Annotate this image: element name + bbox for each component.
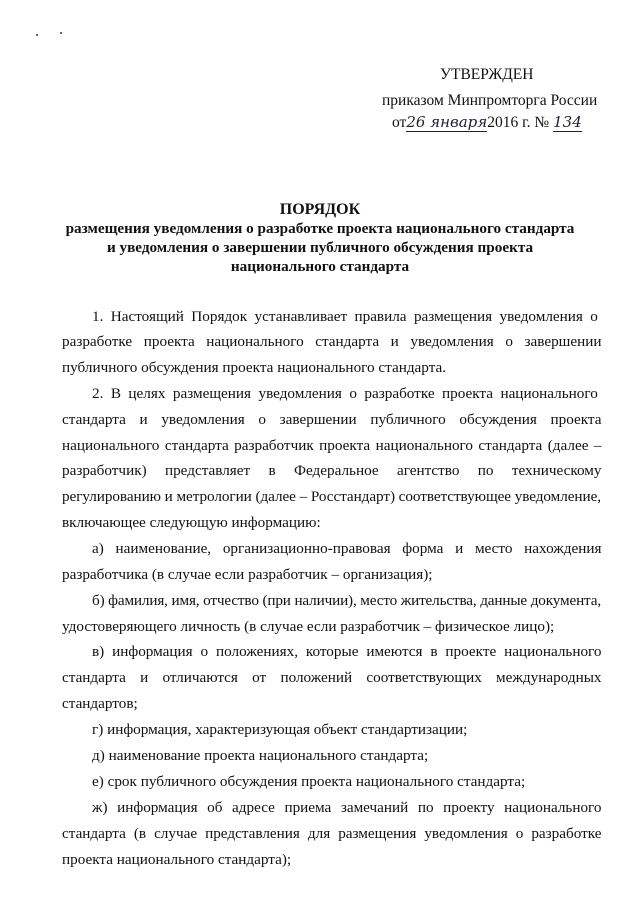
line-text: стандарта и отличаются от положений соответствующих международных bbox=[62, 669, 602, 686]
line-text: стандарта и уведомления о завершении публичного обсуждения проекта bbox=[62, 411, 602, 428]
paragraph-line bbox=[62, 851, 602, 869]
paragraph-line bbox=[62, 695, 602, 713]
line-text: разработчик) представляет в Федеральное агентство по техническому bbox=[62, 462, 602, 479]
paragraph-line bbox=[62, 514, 602, 532]
line-text: г) информация, характеризующая объект стандартизации; bbox=[92, 721, 468, 738]
paragraph-line bbox=[62, 566, 602, 584]
paragraph-line bbox=[92, 747, 602, 765]
scan-speck bbox=[60, 32, 62, 34]
paragraph-line bbox=[62, 333, 602, 351]
approval-order: приказом Минпромторга России bbox=[382, 92, 598, 109]
paragraph-line bbox=[92, 643, 602, 661]
paragraph-line bbox=[62, 488, 602, 506]
date-prefix: от bbox=[392, 114, 407, 131]
paragraph-line bbox=[62, 437, 602, 455]
line-text: е) срок публичного обсуждения проекта национального стандарта; bbox=[92, 773, 526, 790]
line-text: а) наименование, организационно-правовая форма и место нахождения bbox=[92, 540, 602, 557]
paragraph-line bbox=[92, 385, 602, 403]
line-text: в) информация о положениях, которые имеются в проекте национального bbox=[92, 643, 602, 660]
line-text: стандарта (в случае представления для размещения уведомления о разработке bbox=[62, 825, 602, 842]
paragraph-line bbox=[62, 825, 602, 843]
paragraph-line bbox=[62, 618, 602, 636]
paragraph-line bbox=[92, 799, 602, 817]
approval-date-line bbox=[392, 113, 582, 132]
line-text: разработчика (в случае если разработчик – организация); bbox=[62, 566, 433, 583]
line-text: публичного обсуждения проекта национального стандарта. bbox=[62, 359, 447, 376]
paragraph-line bbox=[92, 308, 602, 326]
line-text: 2. В целях размещения уведомления о разработке проекта национального bbox=[92, 385, 598, 402]
paragraph-line bbox=[92, 592, 602, 610]
line-text: стандартов; bbox=[62, 695, 138, 712]
line-text: б) фамилия, имя, отчество (при наличии), место жительства, данные документа, bbox=[92, 592, 601, 609]
paragraph-line bbox=[62, 411, 602, 429]
scan-speck bbox=[36, 34, 38, 36]
paragraph-line bbox=[92, 721, 602, 739]
document-subtitle-line: размещения уведомления о разработке проекта национального стандарта bbox=[65, 220, 575, 237]
line-text: национального стандарта разработчик проекта национального стандарта (далее – bbox=[62, 437, 602, 454]
date-year: 2016 г. № bbox=[487, 114, 550, 131]
line-text: д) наименование проекта национального стандарта; bbox=[92, 747, 429, 764]
paragraph-line bbox=[62, 462, 602, 480]
document-title: ПОРЯДОК bbox=[279, 201, 361, 218]
document-subtitle-line: национального стандарта bbox=[230, 258, 410, 275]
line-text: проекта национального стандарта); bbox=[62, 851, 292, 868]
paragraph-line bbox=[62, 669, 602, 687]
handwritten-date: 26 января bbox=[406, 113, 488, 131]
line-text: ж) информация об адресе приема замечаний по проекту национального bbox=[92, 799, 602, 816]
line-text: 1. Настоящий Порядок устанавливает правила размещения уведомления о bbox=[92, 308, 598, 325]
paragraph-line bbox=[92, 540, 602, 558]
paragraph-line bbox=[62, 359, 602, 377]
line-text: регулированию и метрологии (далее – Росстандарт) соответствующее уведомление, bbox=[62, 488, 601, 505]
line-text: разработке проекта национального стандарта и уведомления о завершении bbox=[62, 333, 602, 350]
document-subtitle-line: и уведомления о завершении публичного обсуждения проекта bbox=[106, 239, 534, 256]
line-text: удостоверяющего личность (в случае если разработчик – физическое лицо); bbox=[62, 618, 555, 635]
line-text: включающее следующую информацию: bbox=[62, 514, 321, 531]
handwritten-number: 134 bbox=[553, 113, 582, 131]
approval-title: УТВЕРЖДЕН bbox=[440, 66, 534, 83]
paragraph-line bbox=[92, 773, 602, 791]
